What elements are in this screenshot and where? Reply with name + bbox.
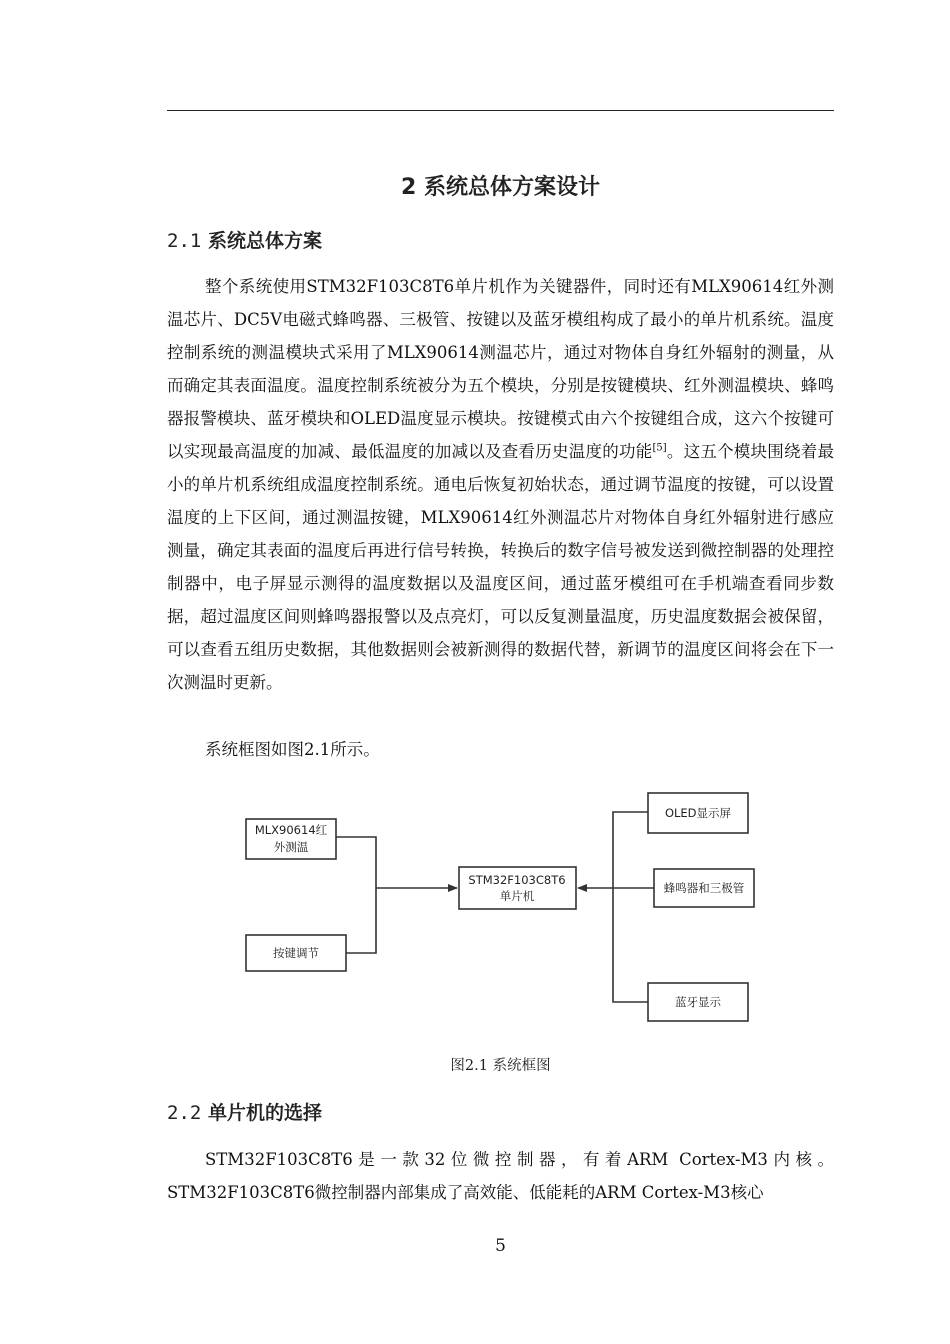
- connector-mlx: [336, 837, 376, 888]
- connector-oled: [613, 812, 648, 1002]
- paragraph-text-part1: 整个系统使用STM32F103C8T6单片机作为关键器件，同时还有MLX90614红外测温芯片、DC5V电磁式蜂鸣器、三极管、按键以及蓝牙模组构成了最小的单片机系统。温度控制系统的测温模块式采用了MLX90614测温芯片，通过对物体自身红外辐射的测量，从而确定其表面温度。温度控制系统被分为五个模块，分别是按键模块、红外测温模块、蜂鸣器报警模块、蓝牙模块和OLED温度显示模块。按键模式由六个按键组合成，这六个按键可以实现最高温度的加减、最低温度的加减以及查看历史温度的功能: [167, 277, 834, 461]
- system-block-diagram: [230, 785, 770, 1039]
- chapter-title: 2 系统总体方案设计: [401, 175, 600, 200]
- section-number: 2.2: [167, 1102, 202, 1124]
- label-buzzer: 蜂鸣器和三极管: [663, 881, 745, 895]
- paragraph-text-part2: 。这五个模块围绕着最小的单片机系统组成温度控制系统。通电后恢复初始状态，通过调节温度的按键，可以设置温度的上下区间，通过测温按键，MLX90614红外测温芯片对物体自身红外辐射进行感应测量，确定其表面的温度后再进行信号转换，转换后的数字信号被发送到微控制器的处理控制器中，电子屏显示测得的温度数据以及温度区间，通过蓝牙模组可在手机端查看同步数据，超过温度区间则蜂鸣器报警以及点亮灯，可以反复测量温度，历史温度数据会被保留，可以查看五组历史数据，其他数据则会被新测得的数据代替，新调节的温度区间将会在下一次测温时更新。: [167, 442, 835, 692]
- body-paragraph-figure-ref: 系统框图如图2.1所示。: [205, 740, 380, 759]
- header-rule: [167, 110, 834, 111]
- section-heading-2-1: [167, 226, 322, 253]
- section-heading-2-2: [167, 1098, 322, 1125]
- page-number: 5: [495, 1236, 506, 1256]
- body-paragraph-overview: [167, 270, 834, 699]
- label-oled: OLED显示屏: [664, 806, 732, 820]
- section-title: 单片机的选择: [207, 1102, 322, 1124]
- label-bluetooth: 蓝牙显示: [675, 995, 721, 1009]
- label-mcu-line1: STM32F103C8T6: [468, 873, 566, 887]
- figure-caption: 图2.1 系统框图: [450, 1058, 551, 1074]
- label-mlx-line2: 外测温: [273, 840, 309, 854]
- block-diagram-svg: [230, 785, 770, 1035]
- label-mcu-line2: 单片机: [499, 889, 535, 903]
- label-keys: 按键调节: [273, 946, 319, 960]
- section-title: 系统总体方案: [207, 230, 322, 252]
- section-number: 2.1: [167, 230, 202, 252]
- connector-keys: [346, 888, 376, 953]
- label-mlx-line1: MLX90614红: [254, 823, 328, 837]
- citation-ref[interactable]: [5]: [652, 442, 667, 454]
- body-paragraph-mcu: STM32F103C8T6是一款32位微控制器，有着ARM Cortex-M3内核。STM32F103C8T6微控制器内部集成了高效能、低能耗的ARM Cortex-M3核心: [167, 1150, 834, 1202]
